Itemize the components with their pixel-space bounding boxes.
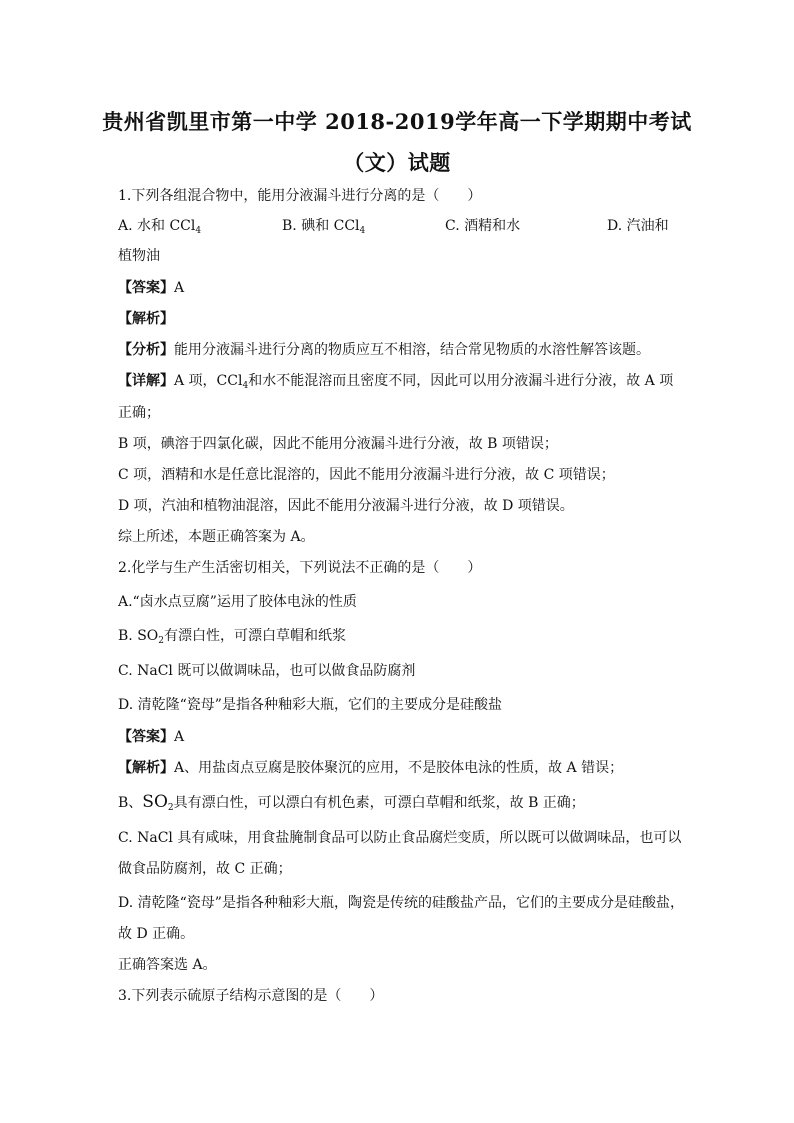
q1-summary: 综上所述，本题正确答案为 A。: [118, 529, 315, 545]
q2-explanation-b: B、$SO_2$具有漂白性，可以漂白有机色素，可漂白草帽和纸浆，故 B 正确；: [118, 792, 585, 813]
q1-detail-b: B 项，碘溶于四氯化碳，因此不能用分液漏斗进行分液，故 B 项错误；: [118, 436, 558, 452]
document-title: 贵州省凯里市第一中学 2018-2019学年高一下学期期中考试: [102, 109, 692, 134]
q1-detail-label: 【详解】: [118, 373, 174, 389]
document-title-subtitle: （文）试题: [343, 150, 451, 175]
q2-answer-value: A: [174, 729, 185, 745]
q2-answer-label: 【答案】: [118, 729, 174, 745]
q2-option-b: B. $SO_2$有漂白性，可漂白草帽和纸浆: [118, 628, 346, 646]
q1-answer-value: A: [174, 280, 185, 296]
q1-detail: 【详解】A 项，CCl$_4$和水不能混溶而且密度不同，因此可以用分液漏斗进行分液，故 A 项: [118, 373, 674, 391]
q2-answer: [118, 727, 184, 747]
q1-option-d: D. 汽油和: [607, 218, 669, 234]
q2-summary: 正确答案选 A。: [118, 957, 217, 973]
q2-option-d: D. 清乾隆“瓷母”是指各种釉彩大瓶，它们的主要成分是硅酸盐: [118, 697, 502, 713]
q1-answer: [118, 278, 184, 298]
q1-detail-d: D 项，汽油和植物油混溶，因此不能用分液漏斗进行分液，故 D 项错误。: [118, 498, 574, 514]
q1-fenxi: [118, 340, 650, 360]
q2-stem: 2.化学与生产生活密切相关，下列说法不正确的是（ ）: [118, 560, 482, 576]
q1-detail-c: C 项，酒精和水是任意比混溶的，因此不能用分液漏斗进行分液，故 C 项错误；: [118, 467, 615, 483]
q2-explanation-d: D. 清乾隆“瓷母”是指各种釉彩大瓶，陶瓷是传统的硅酸盐产品，它们的主要成分是硅酸盐，: [118, 895, 684, 911]
q1-stem: 1.下列各组混合物中，能用分液漏斗进行分离的是（ ）: [118, 188, 482, 204]
q1-fenxi-text: 能用分液漏斗进行分离的物质应互不相溶，结合常见物质的水溶性解答该题。: [174, 342, 650, 358]
q2-option-a: A.“卤水点豆腐”运用了胶体电泳的性质: [118, 594, 357, 610]
q2-explanation-c: C. NaCl 具有咸味，用食盐腌制食品可以防止食品腐烂变质，所以既可以做调味品，也可以: [118, 830, 682, 846]
q1-option-b: B. 碘和 CCl$_4$: [282, 218, 366, 236]
q1-option-a: A. 水和 CCl$_4$: [118, 218, 202, 236]
q1-option-d-continued: 植物油: [118, 248, 160, 264]
q2-explanation-d-continued: 故 D 正确。: [118, 926, 195, 942]
q1-answer-label: 【答案】: [118, 280, 174, 296]
q1-options: [118, 216, 678, 236]
q3-stem: 3.下列表示硫原子结构示意图的是（ ）: [118, 988, 384, 1004]
q1-analysis-label: 【解析】: [118, 311, 174, 327]
q1-detail-continued: 正确；: [118, 405, 160, 421]
q2-explanation-c-continued: 做食品防腐剂，故 C 正确；: [118, 861, 292, 877]
q2-option-c: C. NaCl 既可以做调味品，也可以做食品防腐剂: [118, 663, 416, 679]
q2-analysis-label: 【解析】: [118, 760, 174, 776]
q1-fenxi-label: 【分析】: [118, 342, 174, 358]
q1-option-c: C. 酒精和水: [445, 218, 521, 234]
q2-explanation-a: 【解析】A、用盐卤点豆腐是胶体聚沉的应用，不是胶体电泳的性质，故 A 错误；: [118, 760, 624, 776]
